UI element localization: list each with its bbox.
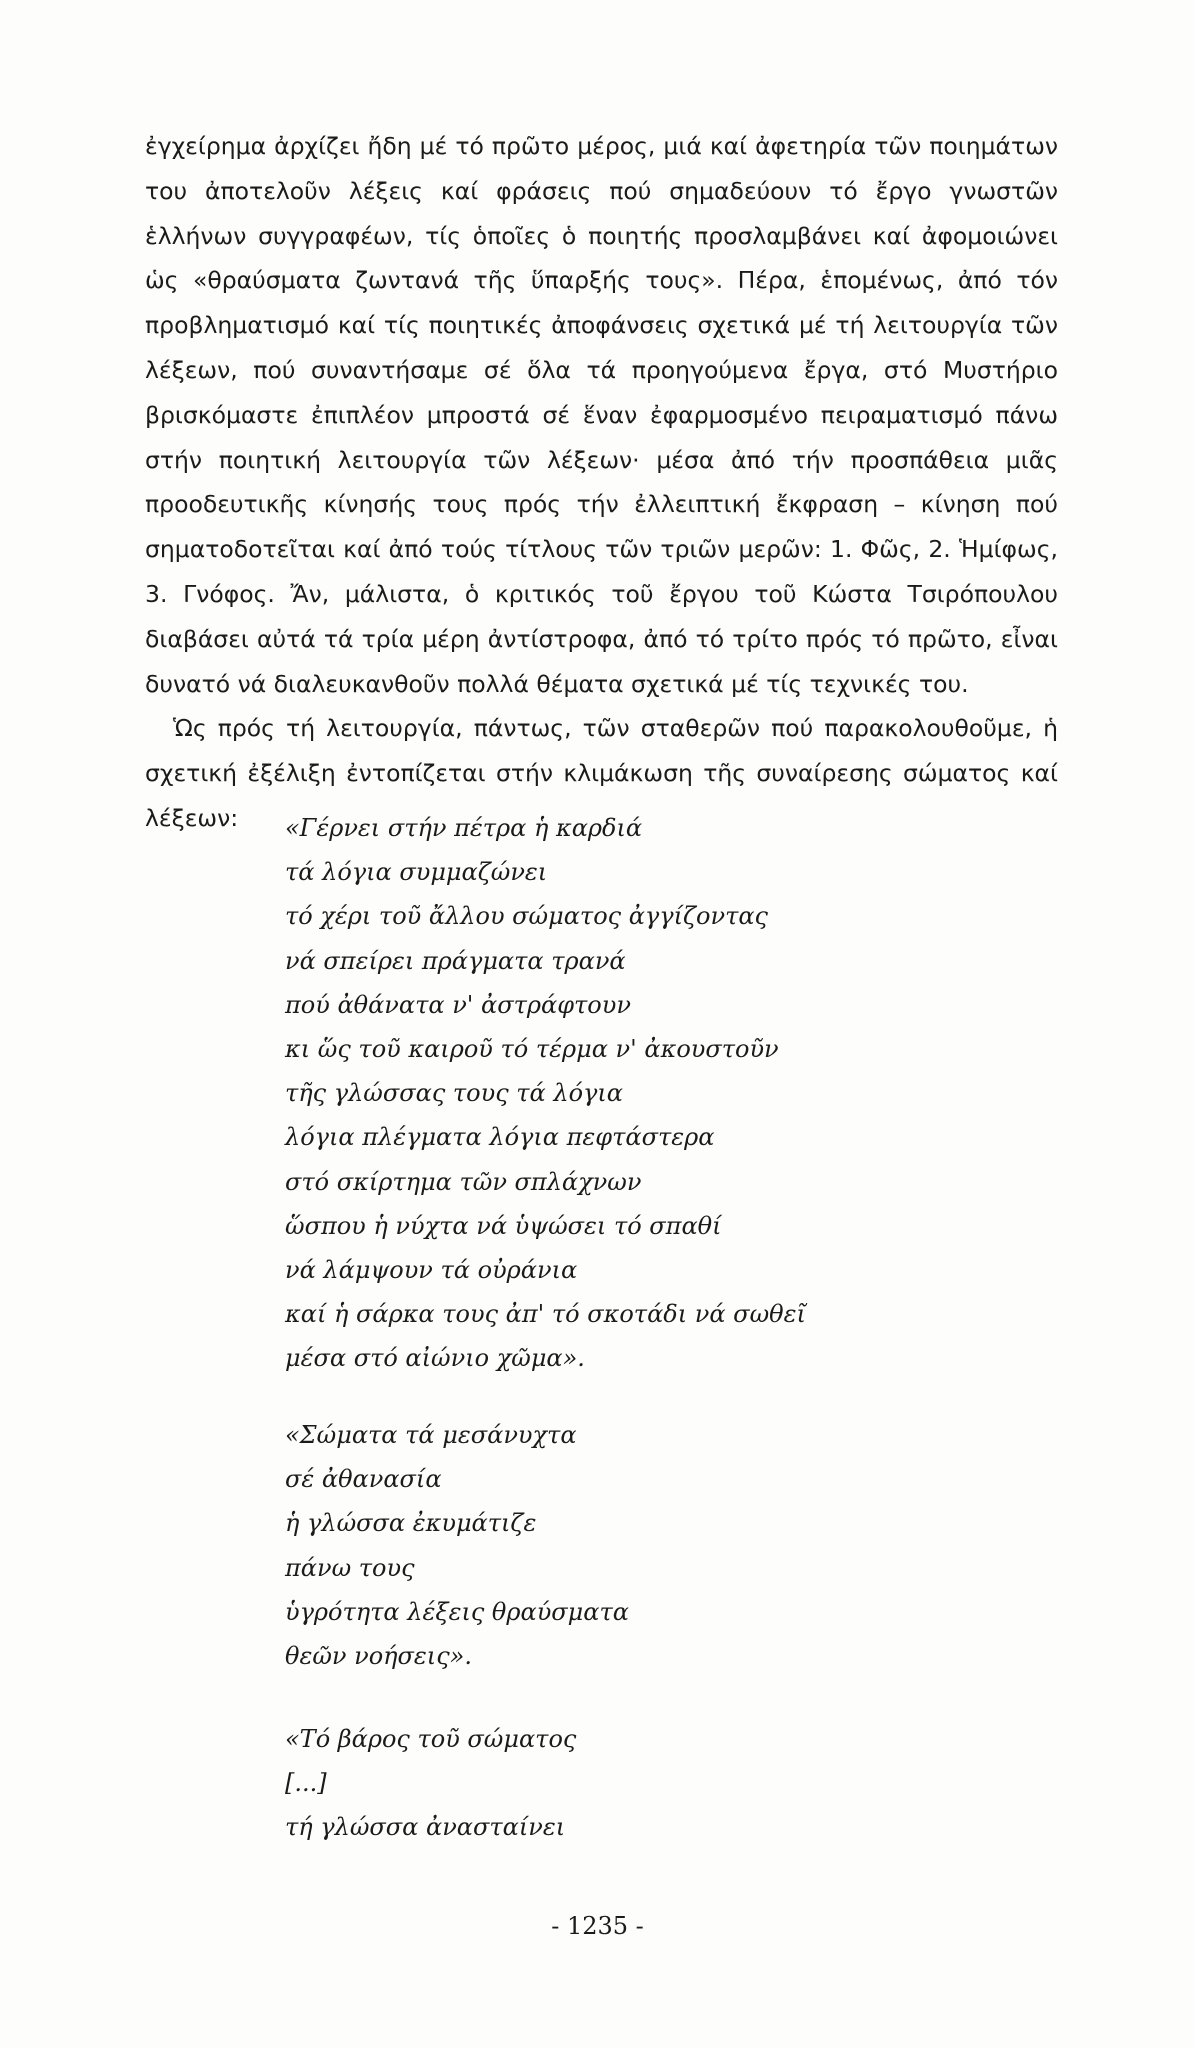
- poem-line: στό σκίρτημα τῶν σπλάχνων: [285, 1167, 642, 1196]
- poem-line: «Γέρνει στήν πέτρα ἡ καρδιά: [285, 814, 643, 842]
- poem-line: σέ ἀθανασία: [285, 1465, 442, 1494]
- poem-line: πού ἀθάνατα ν' ἀστράφτουν: [285, 990, 631, 1019]
- page-number: - 1235 -: [551, 1912, 644, 1940]
- poem-line: θεῶν νοήσεις».: [285, 1642, 472, 1671]
- poem-line: λόγια πλέγματα λόγια πεφτάστερα: [285, 1123, 715, 1152]
- poem-line: τή γλώσσα ἀνασταίνει: [285, 1813, 566, 1842]
- poem-line: τά λόγια συμμαζώνει: [285, 858, 548, 887]
- poem-excerpt-3: [285, 1717, 576, 1850]
- paragraph-2: Ὡς πρός τή λειτουργία, πάντως, τῶν σταθερῶν πού παρακολουθοῦμε, ἡ σχετική ἐξέλιξη ἐντοπίζεται στήν κλιμάκωση τῆς συναίρεσης σώματος καί λέξεων:: [145, 714, 1058, 832]
- poem-excerpt-1: [285, 806, 806, 1381]
- poem-excerpt-2: [285, 1413, 629, 1678]
- poem-line: «Σώματα τά μεσάνυχτα: [285, 1421, 577, 1449]
- poem-line: [...]: [285, 1769, 327, 1798]
- poem-line: τῆς γλώσσας τους τά λόγια: [285, 1079, 624, 1108]
- poem-line: ὥσπου ἡ νύχτα νά ὑψώσει τό σπαθί: [285, 1211, 722, 1240]
- poem-line: τό χέρι τοῦ ἄλλου σώματος ἀγγίζοντας: [285, 902, 768, 931]
- poem-line: κι ὥς τοῦ καιροῦ τό τέρμα ν' ἀκουστοῦν: [285, 1035, 779, 1064]
- poem-line: νά λάμψουν τά οὐράνια: [285, 1256, 578, 1285]
- poem-line: «Τό βάρος τοῦ σώματος: [285, 1725, 577, 1753]
- poem-line: ὑγρότητα λέξεις θραύσματα: [285, 1597, 629, 1626]
- poem-line: μέσα στό αἰώνιο χῶμα».: [285, 1344, 585, 1373]
- poem-line: νά σπείρει πράγματα τρανά: [285, 946, 626, 975]
- body-text: [145, 124, 1058, 841]
- poem-line: ἡ γλώσσα ἐκυμάτιζε: [285, 1509, 537, 1538]
- poem-line: καί ἡ σάρκα τους ἀπ' τό σκοτάδι νά σωθεῖ: [285, 1300, 806, 1329]
- paragraph-1: ἐγχείρημα ἀρχίζει ἤδη μέ τό πρῶτο μέρος, μιά καί ἀφετηρία τῶν ποιημάτων του ἀποτελοῦν λέξεις καί φράσεις πού σημαδεύουν τό ἔργο γνωστῶν ἑλλήνων συγγραφέων, τίς ὁποῖες ὁ ποιητής προσλαμβάνει καί ἀφομοιώνει ὡς «θραύσματα ζωντανά τῆς ὕπαρξής τους». Πέρα, ἑπομένως, ἀπό τόν προβληματισμό καί τίς ποιητικές ἀποφάνσεις σχετικά μέ τή λειτουργία τῶν λέξεων, πού συναντήσαμε σέ ὅλα τά προηγούμενα ἔργα, στό Μυστήριο βρισκόμαστε ἐπιπλέον μπροστά σέ ἕναν ἐφαρμοσμένο πειραματισμό πάνω στήν ποιητική λειτουργία τῶν λέξεων· μέσα ἀπό τήν προσπάθεια μιᾶς προοδευτικῆς κίνησής τους πρός τήν ἐλλειπτική ἔκφραση – κίνηση πού σηματοδοτεῖται καί ἀπό τούς τίτλους τῶν τριῶν μερῶν: 1. Φῶς, 2. Ἡμίφως, 3. Γνόφος. Ἄν, μάλιστα, ὁ κριτικός τοῦ ἔργου τοῦ Κώστα Τσιρόπουλου διαβάσει αὐτά τά τρία μέρη ἀντίστροφα, ἀπό τό τρίτο πρός τό πρῶτο, εἶναι δυνατό νά διαλευκανθοῦν πολλά θέματα σχετικά μέ τίς τεχνικές του.: [145, 132, 1058, 698]
- poem-line: πάνω τους: [285, 1553, 415, 1582]
